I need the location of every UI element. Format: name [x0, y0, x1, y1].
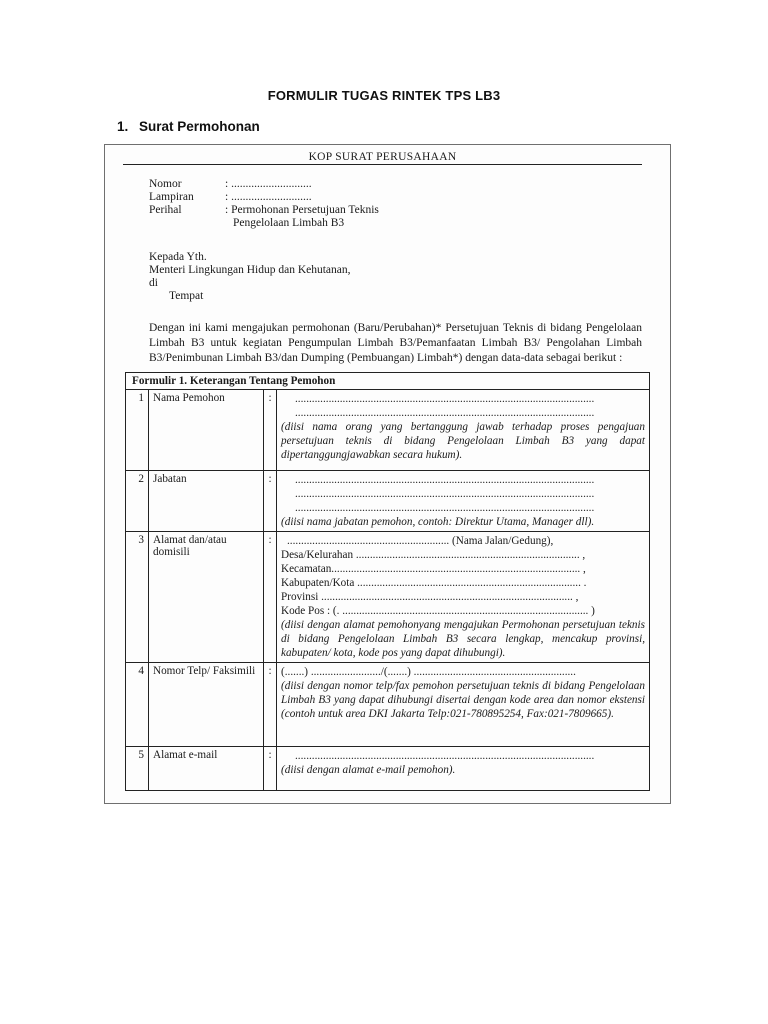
nomor-value: : ............................: [225, 178, 312, 190]
address-street-line: .......................................................... (Nama Jalan/Gedung),: [287, 535, 554, 547]
address-provinsi-line: Provinsi .......................................................................................... ,: [281, 591, 579, 603]
fill-line: ...........................................................................................................: [295, 750, 595, 762]
address-desa-line: Desa/Kelurahan ................................................................................ ,: [281, 549, 586, 561]
row-colon: :: [264, 663, 277, 747]
row-colon: :: [264, 532, 277, 663]
form-row-alamat: [126, 532, 650, 663]
scanned-letter-image: [104, 144, 671, 804]
row-number: 5: [126, 747, 149, 791]
row-number: 2: [126, 471, 149, 532]
row-number: 3: [126, 532, 149, 663]
fill-line: ...........................................................................................................: [295, 474, 595, 486]
perihal-value: : Permohonan Persetujuan Teknis: [225, 204, 379, 216]
row-number: 4: [126, 663, 149, 747]
row-label: Alamat dan/atau domisili: [149, 532, 264, 663]
form-row-jabatan: [126, 471, 650, 532]
applicant-form-table: [125, 372, 650, 791]
row-content: [277, 390, 650, 471]
form-row-nama-pemohon: [126, 390, 650, 471]
row-label: Jabatan: [149, 471, 264, 532]
recipient-place: Tempat: [169, 290, 204, 302]
row-label: Alamat e-mail: [149, 747, 264, 791]
row-label: Nomor Telp/ Faksimili: [149, 663, 264, 747]
lampiran-label: Lampiran: [149, 191, 194, 203]
row-label: Nama Pemohon: [149, 390, 264, 471]
row-content: [277, 532, 650, 663]
form-row-email: [126, 747, 650, 791]
fill-line: ...........................................................................................................: [295, 393, 595, 405]
form-row-telp: [126, 663, 650, 747]
row-colon: :: [264, 390, 277, 471]
form-caption-row: [126, 373, 650, 390]
row-colon: :: [264, 747, 277, 791]
address-kecamatan-line: Kecamatan......................................................................................... ,: [281, 563, 586, 575]
section-number: 1.: [117, 119, 129, 134]
field-instruction: (diisi dengan nomor telp/fax pemohon persetujuan teknis di bidang Pengelolaan Limbah B3 yang dapat dihubungi disertai dengan kode area dan nomor ekstensi (contoh untuk area DKI Jakarta Telp:021-780895254, Fax:021-7809665).: [281, 680, 645, 720]
recipient-di: di: [149, 277, 158, 289]
phone-fax-line: (.......) ........................./(.......) ..........................................................: [281, 666, 576, 678]
recipient-name: Menteri Lingkungan Hidup dan Kehutanan,: [149, 264, 351, 276]
row-content: [277, 471, 650, 532]
row-colon: :: [264, 471, 277, 532]
letter-body-paragraph: Dengan ini kami mengajukan permohonan (Baru/Perubahan)* Persetujuan Teknis di bidang Pengelolaan Limbah B3 untuk kegiatan Pengumpulan Limbah B3/Pemanfaatan Limbah B3/ Pengolahan Limbah B3/Penimbunan Limbah B3/dan Dumping (Pembuangan) Limbah*) dengan data-data sebagai berikut :: [149, 322, 642, 364]
fill-line: ...........................................................................................................: [295, 502, 595, 514]
recipient-greeting: Kepada Yth.: [149, 251, 207, 263]
address-kodepos-line: Kode Pos : (. ........................................................................................ ): [281, 605, 595, 617]
perihal-label: Perihal: [149, 204, 182, 216]
section-title: Surat Permohonan: [139, 119, 260, 134]
field-instruction: (diisi dengan alamat pemohonyang mengajukan Permohonan persetujuan teknis di bidang Pengelolaan Limbah B3 secara lengkap, mencakup provinsi, kabupaten/ kota, kode pos yang dapat dihubungi).: [281, 619, 645, 659]
fill-line: ...........................................................................................................: [295, 407, 595, 419]
address-kabupaten-line: Kabupaten/Kota ................................................................................ .: [281, 577, 587, 589]
field-instruction: (diisi dengan alamat e-mail pemohon).: [281, 764, 456, 776]
perihal-value-line2: Pengelolaan Limbah B3: [233, 217, 345, 229]
fill-line: ...........................................................................................................: [295, 488, 595, 500]
row-number: 1: [126, 390, 149, 471]
section-heading: [117, 119, 260, 134]
page-title: FORMULIR TUGAS RINTEK TPS LB3: [267, 88, 501, 103]
field-instruction: (diisi nama jabatan pemohon, contoh: Direktur Utama, Manager dll).: [281, 516, 595, 528]
row-content: [277, 663, 650, 747]
nomor-label: Nomor: [149, 178, 182, 190]
lampiran-value: : ............................: [225, 191, 312, 203]
row-content: [277, 747, 650, 791]
letterhead-placeholder: KOP SURAT PERUSAHAAN: [123, 151, 642, 165]
field-instruction: (diisi nama orang yang bertanggung jawab terhadap proses pengajuan persetujuan teknis di bidang Pengelolaan Limbah B3 yang dapat dipertanggungjawabkan secara hukum).: [281, 421, 645, 461]
form-caption: Formulir 1. Keterangan Tentang Pemohon: [126, 373, 650, 390]
